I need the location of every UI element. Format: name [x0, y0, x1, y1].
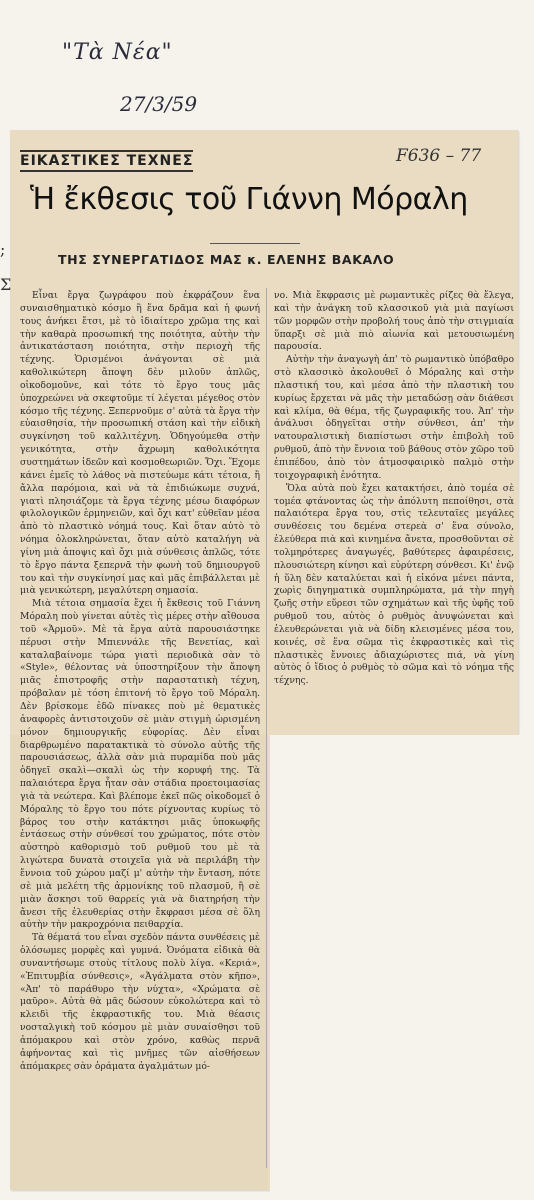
column-divider [266, 288, 267, 1168]
blank-paper-area [270, 735, 534, 1200]
edge-fragment: Σ [0, 275, 12, 294]
paragraph: Ὅλα αὐτὰ ποὺ ἔχει κατακτήσει, ἀπὸ τομέα σὲ τομέα φτάνοντας ὡς τὴν ἀπόλυτη πεποίθησι, στὰ παλαιότερα ἔργα του, στὶς τελευταῖες μεγάλες συνθέσεις του δεμένα στερεὰ σ' ἕνα σύνολο, ἐλεύθερα πιὰ καὶ κινημένα ἄνετα, προσθοῦνται σὲ τολμηρότερες ἀναγωγές, βαθύτερες ἀφαιρέσεις, πλουσιώτερη κίνησι καὶ εὐρύτερη σύνθεσι. Κι' ἐνῷ ἡ ὕλη δὲν καταλύεται καὶ ἡ εἰκόνα μένει πάντα, χωρὶς διηγηματικὰ συμπληρώματα, μά τὴν πηγὴ ζωῆς στὴν εὕρεσι τῶν σχημάτων καὶ τῆς ὑφῆς τοῦ ρυθμοῦ του, αὐτὸς ὁ ρυθμὸς ἀνυψώνεται καὶ ἐλευθερώνεται γιὰ νὰ δίδη κλεισμένες μέσα του, κοινές, σὲ ἕνα σῶμα τὶς ἐκφραστικὲς καὶ τὶς πλαστικὲς ἔννοιες ἀδιαχώριστες πιά, νὰ γίνη αὐτὸς ὁ ἴδιος ὁ ρυθμὸς τὸ σῶμα καὶ τὸ νόημα τῆς τέχνης. [274, 482, 514, 687]
paragraph: Αὐτὴν τὴν ἀναγωγὴ ἀπ' τὸ ρωμαντικὸ ὑπόβαθρο στὸ κλασσικὸ ἀκολουθεῖ ὁ Μόραλης καὶ στὴν πλαστική του, καὶ μέσα ἀπὸ τὴν πλαστικὴ του κυρίως ἔρχεται νὰ μᾶς τὴν μεταδώσῃ σὰν διάθεσι καὶ κλίμα, θὰ θέμα, τῆς ζωγραφικῆς του. Ἀπ' τὴν ἀνάλυσι ὁδηγεῖται στὴν σύνθεσι, ἀπ' τὴν νατουραλιστικὴ διαπίστωσι στὴν ἐπιβολὴ τοῦ ρυθμοῦ, ἀπὸ τὴν ἔννοια τοῦ βάθους στὸν χῶρο τοῦ ἐπιπέδου, ἀπὸ τὸν ἀτμοσφαιρικὸ παλμὸ στὴν τοιχογραφικὴ ἑνότητα. [274, 354, 514, 481]
section-heading: ΕΙΚΑΣΤΙΚΕΣ ΤΕΧΝΕΣ [20, 150, 193, 172]
article-column-2 [274, 290, 514, 688]
paragraph: Εἶναι ἔργα ζωγράφου ποὺ ἐκφράζουν ἕνα συναισθηματικὸ κόσμο ἢ ἕνα δρᾶμα καὶ ἡ φωνή τους ἀνήκει ἔτσι, μὲ τὸ ἰδιαίτερο χρῶμα της καὶ τὴν καθαρὰ προσωπική της ποιότητα, αὐτὴν τὴν ἀντικατάσταση ποιότητα, στὴν περιοχὴ τῆς τέχνης. Ὁρισμένοι ἀνάγονται σὲ μιὰ καθολικώτερη ἄποψη δὲν μιλοῦν ἁπλῶς, οἰκοδομοῦνε, καὶ τότε τὸ ἔργο τους μᾶς ὑποχρεώνει νὰ σκεφτοῦμε τί λέγεται μέγεθος στὸν κόσμο τῆς τέχνης. Ξεπερνοῦμε σ' αὐτὰ τὰ ἔργα τὴν εὐαισθησία, τὴν προσωπική στάση καὶ τὴν εἰδικὴ συγκίνηση τοῦ καλλιτέχνη. Ὁδηγούμεθα στὴν γενικότητα, στὴν ἄχρωμη καθολικότητα συστημάτων ἰδεῶν καὶ κοσμοθεωριῶν. Ὄχι. Ἔχομε κάνει ἐμεῖς τὸ λάθος νὰ πιστεύωμε κάτι τέτοια, ἢ ἄλλα παρόμοια, καὶ νὰ τὰ ἐπιδιώκωμε συχνά, γιατὶ πλησιάζομε τὰ ἔργα τέχνης μέσω διαφόρων φιλολογικῶν ἑρμηνειῶν, καὶ ὄχι κατ' εὐθεῖαν μέσα ἀπὸ τὸ πλαστικὸ νόημά τους. Καὶ ὅταν αὐτὸ τὸ νόημα ὁλοκληρώνεται, ὅταν αὐτὸ καταλήγη νὰ γίνη μιὰ ἀποψις καὶ ὄχι μιὰ σύνθεσις ἁπλῶς, τότε τὸ ἔργο πάντα ξεπερνᾶ τὴν φωνὴ τοῦ δημιουργοῦ του καὶ τὴν συγκίνησί μας καὶ μᾶς ἐπιβάλλεται μὲ μιὰ γενικώτερη, μεγαλύτερη σημασία. [20, 290, 260, 597]
edge-fragment: ; [0, 240, 6, 259]
article-byline: ΤΗΣ ΣΥΝΕΡΓΑΤΙΔΟΣ ΜΑΣ κ. ΕΛΕΝΗΣ ΒΑΚΑΛΟ [58, 252, 395, 267]
article-headline: Ἡ ἔκθεσις τοῦ Γιάννη Μόραλη [30, 182, 468, 217]
handwritten-reference: F636 – 77 [396, 146, 482, 166]
headline-rule [210, 243, 300, 244]
paragraph: Τὰ θέματά του εἶναι σχεδὸν πάντα συνθέσεις μὲ ὁλόσωμες μορφὲς καὶ γυμνά. Ὀνόματα εἰδικὰ θὰ συναντήσωμε στοὺς τίτλους πολὺ λίγα. «Κεριά», «Ἐπιτυμβία σύνθεσις», «Ἀγάλματα στὸν κῆπο», «Ἀπ' τὸ παράθυρο τὴν νύχτα», «Χρώματα σὲ μαῦρο». Αὐτὰ θὰ μᾶς δώσουν εὐκολώτερα καὶ τὸ κλειδὶ τῆς ἐκφραστικῆς του. Μιὰ θέασις νοσταλγικὴ τοῦ κόσμου μὲ μιὰν συναίσθησι τοῦ ἀπόμακρου καὶ στὸν χρόνο, καθὼς περνᾶ ἀφήνοντας καὶ τὶς μνῆμες τῶν αἰσθήσεων ἀπόμακρες σὰν ὁράματα ἀγαλμάτων μό- [20, 932, 260, 1072]
paragraph: νο. Μιὰ ἔκφρασις μὲ ρωμαντικὲς ρίζες θὰ ἔλεγα, καὶ τὴν ἀνάγκη τοῦ κλασσικοῦ γιὰ μιὰ παγίωσι τῶν μορφῶν στὴν προβολή τους ἀπὸ τὴν στιγμιαία ὕπαρξι σὲ μιὰ πιὸ αἰωνία καὶ μετουσιωμένη παρουσία. [274, 290, 514, 353]
handwritten-date: 27/3/59 [120, 92, 198, 116]
article-column-1 [20, 290, 260, 1073]
paragraph: Μιὰ τέτοια σημασία ἔχει ἡ ἔκθεσις τοῦ Γιάννη Μόραλη ποὺ γίνεται αὐτὲς τὶς μέρες στὴν αἴθουσα τοῦ «Ἀρμοῦ». Μὲ τὰ ἔργα αὐτὰ παρουσιάστηκε πέρυσι στὴν Μπιεννάλε τῆς Βενετίας, καὶ καταλαβαίνομε τώρα γιατὶ περιοδικὰ σὰν τὸ «Style», θέλοντας νὰ ὑποστηρίξουν τὴν ἄποψη μιᾶς ἐπιστροφῆς στὴν παραστατικὴ τέχνη, πρόβαλαν μὲ τόση ἐπιτονή τὸ ἔργο τοῦ Μόραλη. Δὲν βρίσκομε ἐδῶ πίνακες ποὺ μὲ θεματικὲς ἀναφορὲς ἀντιστοιχοῦν σὲ μιὰν στιγμὴ ὡρισμένη μόνον δημιουργικῆς εὐφορίας. Δὲν εἶναι διαρθρωμένο παρατακτικὰ τὸ σύνολο αὐτῆς τῆς παρουσιάσεως, ἀλλὰ σὰν μιὰ πυραμίδα ποὺ μᾶς ὁδηγεῖ σκαλὶ—σκαλὶ ὡς τὴν κορυφή της. Τὰ παλαιότερα ἔργα ἦταν σὰν στάδια προετοιμασίας γιὰ τὰ νεώτερα. Καὶ βλέπομε ἐκεῖ πῶς οἰκοδομεῖ ὁ Μόραλης τὸ ἔργο του πότε ρίχνοντας κυρίως τὸ βάρος του στὴν κατάκτησι μιᾶς ὑποκωφῆς ἐντάσεως στὴν σύνθεσί του χρώματος, πότε στὸν αὐστηρὸ καθορισμὸ τοῦ ρυθμοῦ του μὲ τὰ λιγώτερα δυνατὰ στοιχεῖα γιὰ νὰ περιλάβη τὴν ἔννοια τοῦ χώρου μαζί μ' αὐτὴν τὴν ἔνταση, πότε σὲ μιὰ μελέτη τῆς ἁρμονίκης τοῦ πλασμοῦ, ἢ σὲ μιὰν ἄσκησι τοῦ θαρρείς γιὰ νὰ διατηρήση τὴν ἄνεσι τῆς ἐλευθερίας στὴν ἔκφρασι μέσα σὲ ὅλη αὐτὴν τὴν μακροχρόνια πειθαρχία. [20, 598, 260, 931]
handwritten-newspaper-name: "Τὰ Νέα" [62, 40, 173, 65]
